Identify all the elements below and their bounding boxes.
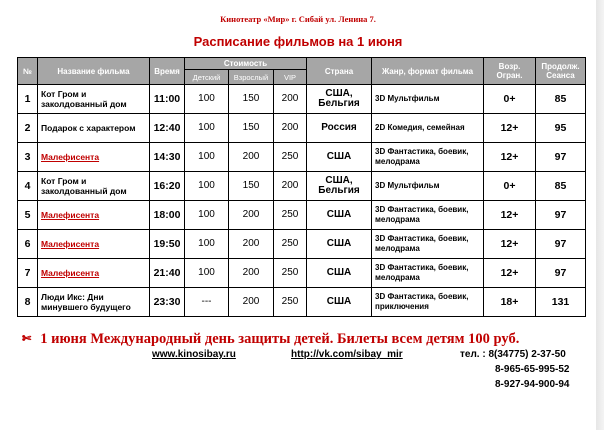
- price-child: 100: [185, 201, 229, 230]
- age-rating: 12+: [484, 201, 536, 230]
- promo-banner: [22, 331, 519, 348]
- price-vip: 250: [274, 230, 307, 259]
- col-vip-header: VIP: [274, 70, 307, 85]
- price-vip: 200: [274, 114, 307, 143]
- table-row: [18, 288, 586, 317]
- price-adult: 200: [229, 201, 274, 230]
- row-num: 6: [18, 230, 38, 259]
- duration: 97: [536, 143, 586, 172]
- age-rating: 12+: [484, 114, 536, 143]
- duration: 97: [536, 230, 586, 259]
- movie-title-link[interactable]: Малефисента: [38, 201, 150, 230]
- col-title-header: Название фильма: [38, 58, 150, 85]
- session-time: 11:00: [150, 85, 185, 114]
- age-rating: 12+: [484, 143, 536, 172]
- row-num: 1: [18, 85, 38, 114]
- movie-title-link[interactable]: Малефисента: [38, 259, 150, 288]
- price-vip: 250: [274, 201, 307, 230]
- price-vip: 250: [274, 143, 307, 172]
- price-vip: 250: [274, 259, 307, 288]
- website-link[interactable]: www.kinosibay.ru: [152, 349, 236, 360]
- row-num: 8: [18, 288, 38, 317]
- country: США: [307, 259, 372, 288]
- row-num: 4: [18, 172, 38, 201]
- row-num: 2: [18, 114, 38, 143]
- schedule-title: Расписание фильмов на 1 июня: [193, 34, 403, 49]
- price-adult: 200: [229, 288, 274, 317]
- age-rating: 18+: [484, 288, 536, 317]
- col-duration-header: Продолж. Сеанса: [536, 58, 586, 85]
- session-time: 12:40: [150, 114, 185, 143]
- table-row: [18, 172, 586, 201]
- price-child: 100: [185, 114, 229, 143]
- row-num: 5: [18, 201, 38, 230]
- country: США: [307, 143, 372, 172]
- price-vip: 200: [274, 85, 307, 114]
- age-rating: 12+: [484, 259, 536, 288]
- price-adult: 150: [229, 114, 274, 143]
- movie-title: Подарок с характером: [38, 114, 150, 143]
- price-adult: 200: [229, 143, 274, 172]
- page-shadow: [596, 0, 604, 430]
- col-age-header: Возр. Огран.: [484, 58, 536, 85]
- phone-mobile-1: 8-965-65-995-52: [495, 364, 570, 375]
- genre: 3D Фантастика, боевик, мелодрама: [372, 201, 484, 230]
- session-time: 21:40: [150, 259, 185, 288]
- table-header: [18, 58, 586, 85]
- col-child-header: Детский: [185, 70, 229, 85]
- schedule-table: [17, 57, 586, 317]
- promo-text: 1 июня Международный день защиты детей. Билеты всем детям 100 руб.: [40, 331, 520, 347]
- genre: 3D Фантастика, боевик, приключения: [372, 288, 484, 317]
- duration: 85: [536, 85, 586, 114]
- price-child: 100: [185, 230, 229, 259]
- genre: 3D Мультфильм: [372, 172, 484, 201]
- table-row: [18, 201, 586, 230]
- price-child: ---: [185, 288, 229, 317]
- session-time: 23:30: [150, 288, 185, 317]
- duration: 97: [536, 201, 586, 230]
- table-row: [18, 143, 586, 172]
- col-cost-header: Стоимость: [185, 58, 307, 70]
- price-child: 100: [185, 85, 229, 114]
- duration: 131: [536, 288, 586, 317]
- col-genre-header: Жанр, формат фильма: [372, 58, 484, 85]
- country: США, Бельгия: [307, 172, 372, 201]
- genre: 3D Фантастика, боевик, мелодрама: [372, 143, 484, 172]
- price-adult: 150: [229, 172, 274, 201]
- age-rating: 0+: [484, 172, 536, 201]
- phone-main: тел. : 8(34775) 2-37-50: [460, 349, 566, 360]
- table-row: [18, 114, 586, 143]
- table-row: [18, 259, 586, 288]
- session-time: 14:30: [150, 143, 185, 172]
- movie-title: Кот Гром и заколдованный дом: [38, 85, 150, 114]
- country: Россия: [307, 114, 372, 143]
- duration: 97: [536, 259, 586, 288]
- movie-title: Люди Икс: Дни минувшего будущего: [38, 288, 150, 317]
- genre: 3D Мультфильм: [372, 85, 484, 114]
- col-adult-header: Взрослый: [229, 70, 274, 85]
- genre: 3D Фантастика, боевик, мелодрама: [372, 230, 484, 259]
- price-adult: 200: [229, 230, 274, 259]
- age-rating: 0+: [484, 85, 536, 114]
- price-vip: 250: [274, 288, 307, 317]
- movie-title: Кот Гром и заколдованный дом: [38, 172, 150, 201]
- duration: 95: [536, 114, 586, 143]
- vk-link[interactable]: http://vk.com/sibay_mir: [291, 349, 403, 360]
- table-row: [18, 85, 586, 114]
- age-rating: 12+: [484, 230, 536, 259]
- country: США, Бельгия: [307, 85, 372, 114]
- cinema-address: Кинотеатр «Мир» г. Сибай ул. Ленина 7.: [220, 14, 376, 24]
- phone-mobile-2: 8-927-94-900-94: [495, 379, 570, 390]
- price-adult: 150: [229, 85, 274, 114]
- country: США: [307, 288, 372, 317]
- col-time-header: Время: [150, 58, 185, 85]
- price-child: 100: [185, 172, 229, 201]
- row-num: 7: [18, 259, 38, 288]
- session-time: 16:20: [150, 172, 185, 201]
- movie-title-link[interactable]: Малефисента: [38, 230, 150, 259]
- price-vip: 200: [274, 172, 307, 201]
- price-adult: 200: [229, 259, 274, 288]
- movie-title-link[interactable]: Малефисента: [38, 143, 150, 172]
- genre: 2D Комедия, семейная: [372, 114, 484, 143]
- session-time: 18:00: [150, 201, 185, 230]
- scissors-icon: ✄: [22, 333, 32, 345]
- country: США: [307, 201, 372, 230]
- price-child: 100: [185, 259, 229, 288]
- country: США: [307, 230, 372, 259]
- table-row: [18, 230, 586, 259]
- col-country-header: Страна: [307, 58, 372, 85]
- price-child: 100: [185, 143, 229, 172]
- genre: 3D Фантастика, боевик, мелодрама: [372, 259, 484, 288]
- duration: 85: [536, 172, 586, 201]
- col-num-header: №: [18, 58, 38, 85]
- row-num: 3: [18, 143, 38, 172]
- session-time: 19:50: [150, 230, 185, 259]
